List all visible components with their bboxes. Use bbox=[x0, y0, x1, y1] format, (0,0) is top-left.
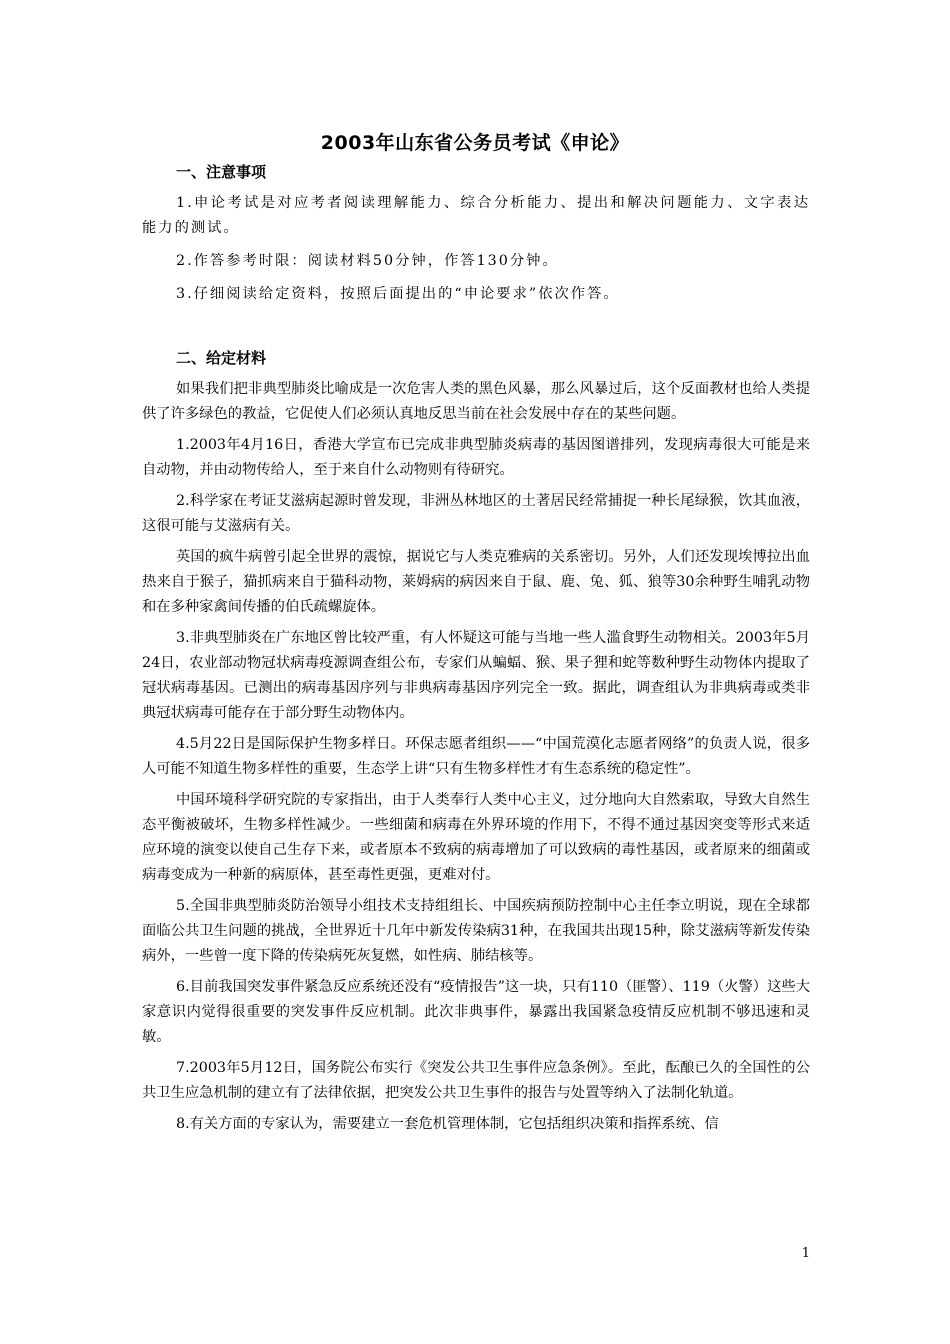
material-paragraph: 4.5月22日是国际保护生物多样日。环保志愿者组织——“中国荒漠化志愿者网络”的负责人说，很多人可能不知道生物多样性的重要，生态学上讲“只有生物多样性才有生态系统的稳定性”。 bbox=[142, 736, 810, 777]
notice-section bbox=[142, 161, 810, 307]
material-paragraph: 8.有关方面的专家认为，需要建立一套危机管理体制，它包括组织决策和指挥系统、信 bbox=[176, 1116, 719, 1132]
material-paragraph: 如果我们把非典型肺炎比喻成是一次危害人类的黑色风暴，那么风暴过后，这个反面教材也给人类提供了许多绿色的教益，它促使人们必须认真地反思当前在社会发展中存在的某些问题。 bbox=[142, 381, 810, 422]
material-paragraph: 英国的疯牛病曾引起全世界的震惊，据说它与人类克雅病的关系密切。另外，人们还发现埃博拉出血热来自于猴子，猫抓病来自于猫科动物，莱姆病的病因来自于鼠、鹿、兔、狐、狼等30余种野生哺乳动物和在多种家禽间传播的伯氏疏螺旋体。 bbox=[142, 549, 810, 615]
materials-section bbox=[142, 347, 810, 1137]
material-paragraph: 3.非典型肺炎在广东地区曾比较严重，有人怀疑这可能与当地一些人滥食野生动物相关。2003年5月24日，农业部动物冠状病毒疫源调查组公布，专家们从蝙蝠、猴、果子狸和蛇等数种野生动物体内提取了冠状病毒基因。已测出的病毒基因序列与非典病毒基因序列完全一致。据此，调查组认为非典病毒或类非典冠状病毒可能存在于部分野生动物体内。 bbox=[142, 630, 810, 721]
document-body bbox=[142, 161, 810, 1143]
material-paragraph: 5.全国非典型肺炎防治领导小组技术支持组组长、中国疾病预防控制中心主任李立明说，现在全球都面临公共卫生问题的挑战，全世界近十几年中新发传染病31种，在我国共出现15种，除艾滋病等新发传染病外，一些曾一度下降的传染病死灰复燃，如性病、肺结核等。 bbox=[142, 898, 810, 964]
section-heading-notice: 一、注意事项 bbox=[176, 163, 267, 181]
notice-item: 1.申论考试是对应考者阅读理解能力、综合分析能力、提出和解决问题能力、文字表达能力的测试。 bbox=[142, 195, 810, 236]
material-paragraph: 6.目前我国突发事件紧急反应系统还没有“疫情报告”这一块，只有110（匪警）、119（火警）这些大家意识内觉得很重要的突发事件反应机制。此次非典事件，暴露出我国紧急疫情反应机制不够迅速和灵敏。 bbox=[142, 979, 810, 1045]
page-number: 1 bbox=[801, 1246, 810, 1261]
material-paragraph: 7.2003年5月12日，国务院公布实行《突发公共卫生事件应急条例》。至此，酝酿已久的全国性的公共卫生应急机制的建立有了法律依据，把突发公共卫生事件的报告与处置等纳入了法制化轨道。 bbox=[142, 1060, 810, 1101]
section-spacer bbox=[142, 315, 810, 347]
notice-item: 3.仔细阅读给定资料，按照后面提出的“申论要求”依次作答。 bbox=[176, 286, 620, 302]
section-heading-materials: 二、给定材料 bbox=[176, 349, 267, 367]
material-paragraph: 中国环境科学研究院的专家指出，由于人类奉行人类中心主义，过分地向大自然索取，导致大自然生态平衡被破坏，生物多样性减少。一些细菌和病毒在外界环境的作用下，不得不通过基因突变等形式来适应环境的演变以使自己生存下来，或者原本不致病的病毒增加了可以致病的毒性基因，或者原来的细菌或病毒变成为一种新的病原体，甚至毒性更强，更难对付。 bbox=[142, 792, 810, 883]
material-paragraph: 1.2003年4月16日，香港大学宣布已完成非典型肺炎病毒的基因图谱排列，发现病毒很大可能是来自动物，并由动物传给人，至于来自什么动物则有待研究。 bbox=[142, 437, 810, 478]
notice-item: 2.作答参考时限：阅读材料50分钟，作答130分钟。 bbox=[176, 253, 559, 269]
material-paragraph: 2.科学家在考证艾滋病起源时曾发现，非洲丛林地区的土著居民经常捕捉一种长尾绿猴，饮其血液，这很可能与艾滋病有关。 bbox=[142, 493, 810, 534]
document-title: 2003年山东省公务员考试《申论》 bbox=[320, 132, 630, 154]
